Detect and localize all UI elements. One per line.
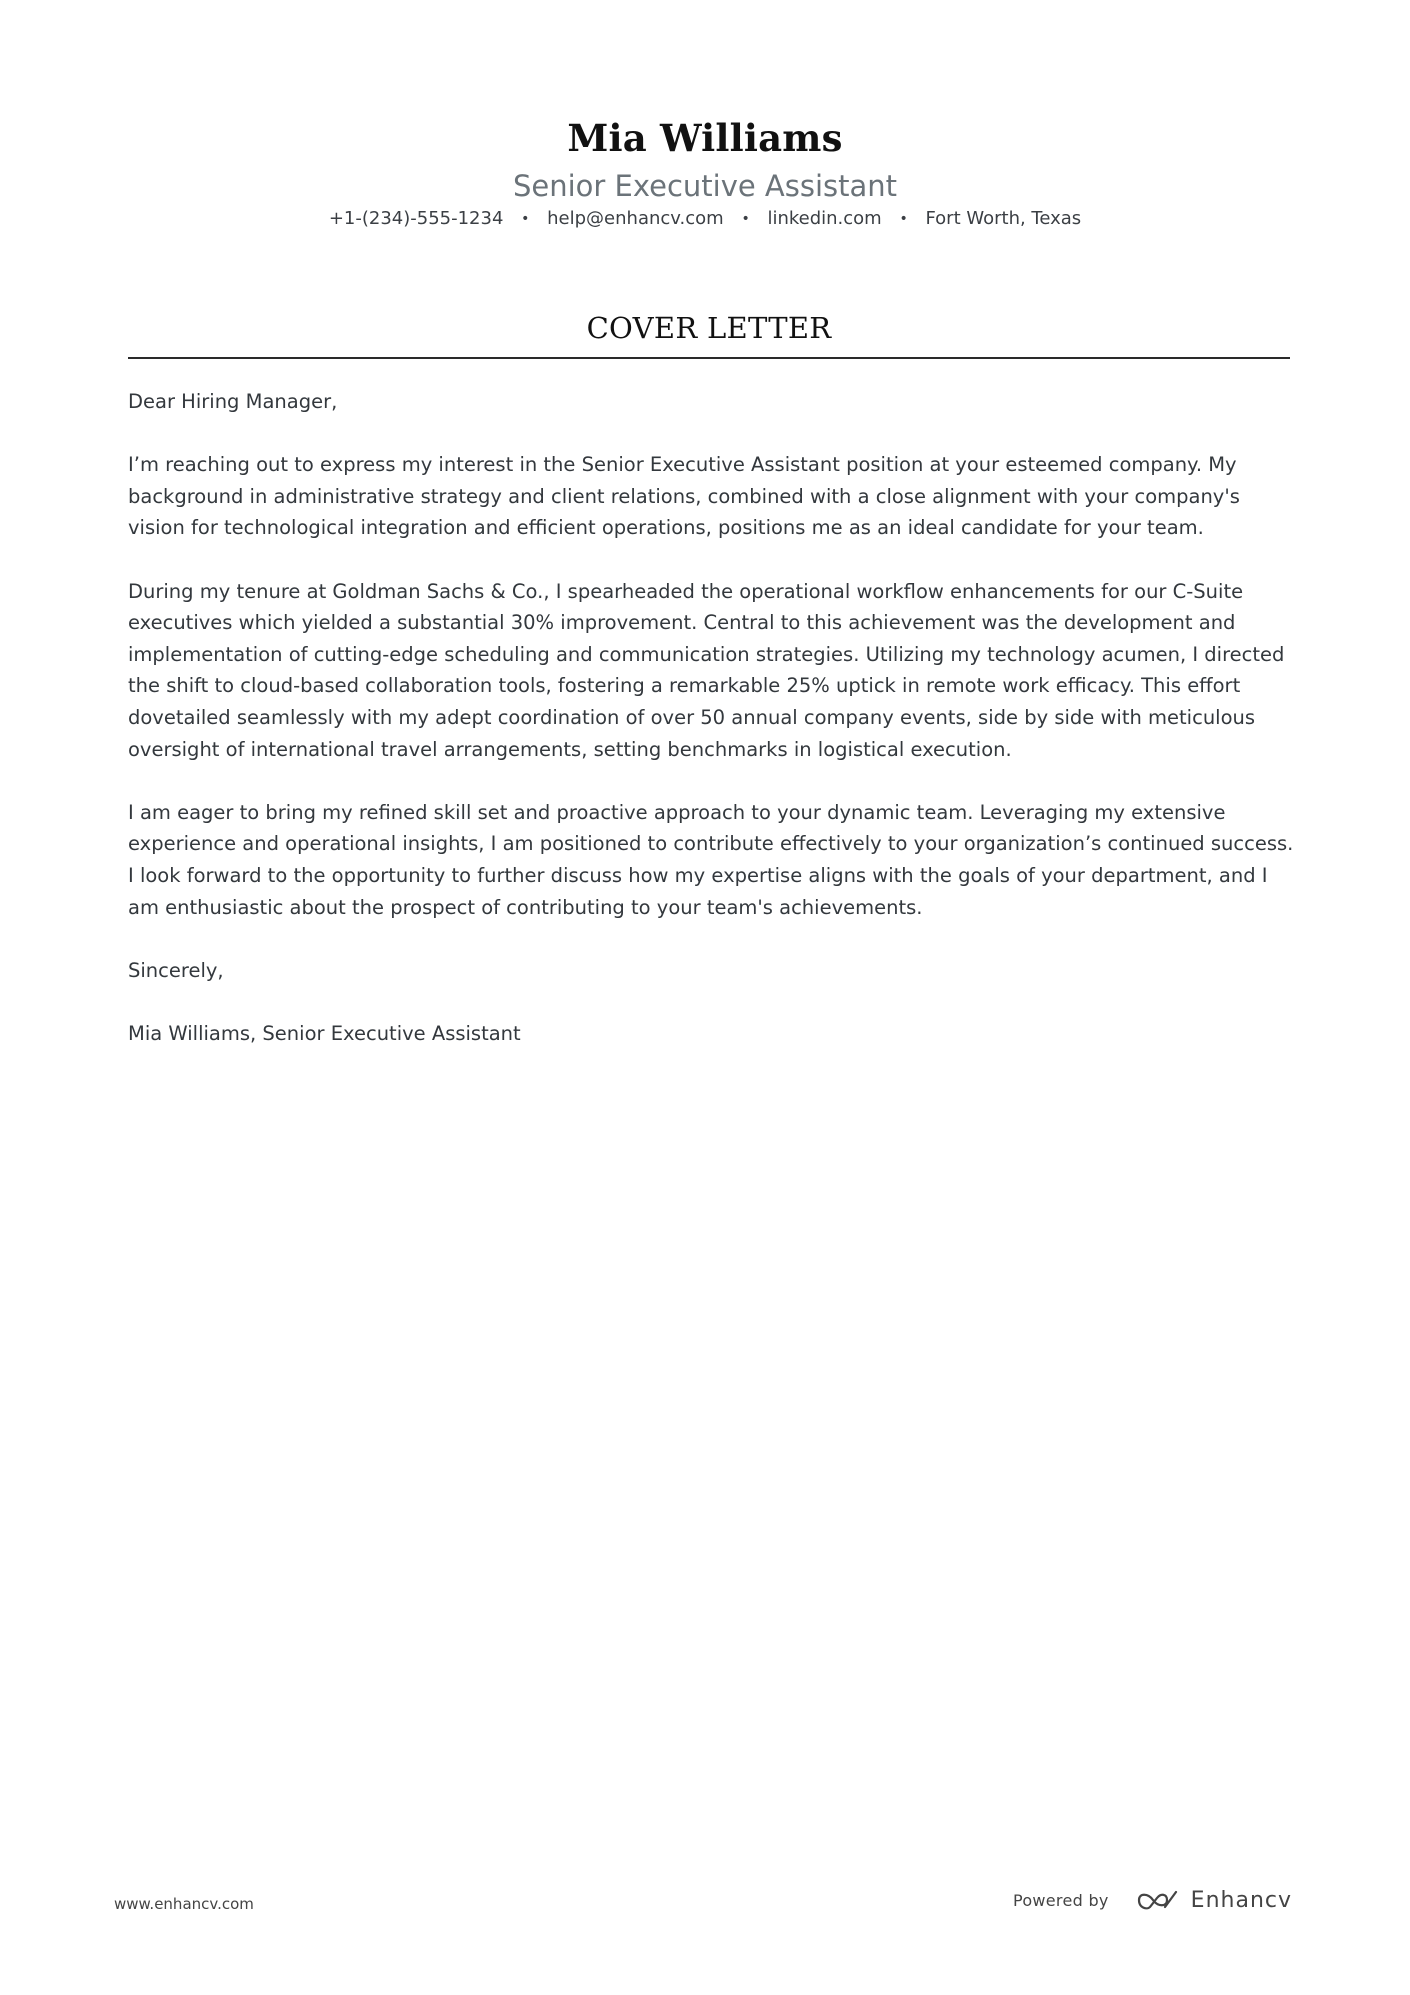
header bbox=[0, 112, 1410, 232]
paragraph-closing: I am eager to bring my refined skill set and proactive approach to your dynamic team. Leveraging my extensive experience and operational insights, I am positioned to contribute effectively to your organization’s continued success. I look forward to the opportunity to further discuss how my expertise aligns with the goals of your department, and I am enthusiastic about the prospect of contributing to your team's achievements. bbox=[128, 800, 1294, 919]
separator-dot: • bbox=[899, 211, 908, 227]
section-divider bbox=[128, 357, 1290, 359]
contact-phone: +1-(234)-555-1234 bbox=[328, 208, 504, 229]
paragraph-experience: During my tenure at Goldman Sachs & Co., I spearheaded the operational workflow enhancements for our C-Suite executives which yielded a substantial 30% improvement. Central to this achievement was the development and implementation of cutting-edge scheduling and communication strategies. Utilizing my technology acumen, I directed the shift to cloud-based collaboration tools, fostering a remarkable 25% uptick in remote work efficacy. This effort dovetailed seamlessly with my adept coordination of over 50 annual company events, side by side with meticulous oversight of international travel arrangements, setting benchmarks in logistical execution. bbox=[128, 579, 1285, 761]
paragraph-intro: I’m reaching out to express my interest in the Senior Executive Assistant position at your esteemed company. My background in administrative strategy and client relations, combined with a close alignment with your company's vision for technological integration and efficient operations, positions me as an ideal candidate for your team. bbox=[128, 453, 1240, 540]
separator-dot: • bbox=[521, 211, 530, 227]
applicant-name: Mia Williams bbox=[567, 116, 843, 160]
letter-body bbox=[128, 386, 1296, 1081]
footer-branding bbox=[1013, 1880, 1292, 1920]
salutation: Dear Hiring Manager, bbox=[128, 390, 338, 413]
contact-email: help@enhancv.com bbox=[547, 208, 724, 229]
contact-location: Fort Worth, Texas bbox=[925, 208, 1082, 229]
signature: Mia Williams, Senior Executive Assistant bbox=[128, 1021, 521, 1045]
separator-dot: • bbox=[741, 211, 750, 227]
contact-line bbox=[0, 206, 1410, 232]
section-title: COVER LETTER bbox=[586, 311, 832, 345]
closing: Sincerely, bbox=[128, 958, 224, 982]
contact-linkedin: linkedin.com bbox=[767, 208, 882, 229]
brand-name: Enhancv bbox=[1190, 1887, 1292, 1913]
applicant-title: Senior Executive Assistant bbox=[512, 169, 898, 203]
powered-by-label: Powered by bbox=[1012, 1890, 1109, 1910]
enhancv-logo-icon bbox=[1135, 1888, 1181, 1912]
footer-website: www.enhancv.com bbox=[114, 1895, 254, 1913]
